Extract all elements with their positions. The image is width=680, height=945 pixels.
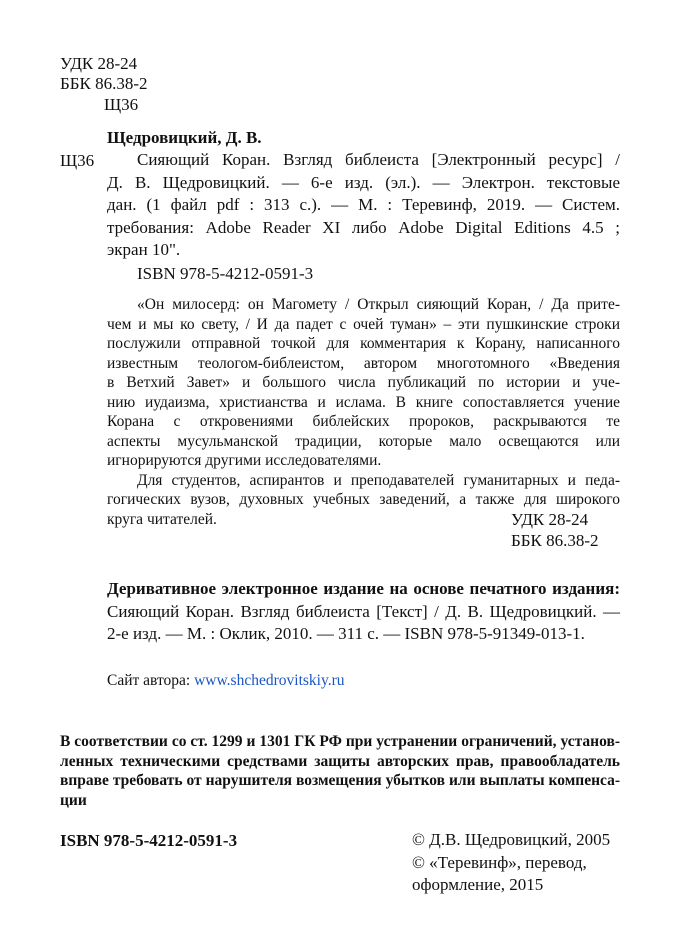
- legal-line: ленных техническими средствами защиты авторских прав, правообладатель: [60, 752, 620, 770]
- udk-bottom: УДК 28-24: [511, 510, 589, 529]
- annotation-line: «Он милосерд: он Магомету / Открыл сияющий Коран, / Да прите-: [137, 296, 620, 313]
- annotation-line: Корана с откровениями библейских пророков, раскрываются те: [107, 413, 620, 430]
- legal-notice: [60, 732, 620, 810]
- annotation-line: нию иудаизма, христианства и ислама. В книге сопоставляется учение: [107, 393, 620, 411]
- annotation-line: в Ветхий Завет» и большого числа публикаций по истории и уче-: [107, 374, 620, 391]
- bbk-top: ББК 86.38-2: [60, 74, 148, 93]
- description-line: дан. (1 файл pdf : 313 с.). — М. : Теревинф, 2019. — Систем.: [107, 195, 620, 214]
- annotation: [107, 295, 620, 529]
- copyright-line: © «Теревинф», перевод,: [412, 852, 587, 872]
- description-line: требования: Adobe Reader XI либо Adobe Digital Editions 4.5 ;: [107, 217, 620, 237]
- annotation-line: игнорируются другими исследователями.: [107, 452, 382, 469]
- author-site-label: Сайт автора:: [107, 672, 195, 689]
- copyright-block: [412, 829, 610, 897]
- author-heading: Щедровицкий, Д. В.: [107, 128, 262, 147]
- derivative-line: 2-е изд. — М. : Оклик, 2010. — 311 с. — ISBN 978-5-91349-013-1.: [107, 624, 585, 643]
- annotation-line: послужили отправной точкой для комментария к Корану, написанного: [107, 335, 620, 352]
- copyright-line: оформление, 2015: [412, 875, 544, 894]
- derivative-note: [107, 578, 620, 646]
- derivative-heading: Деривативное электронное издание на основе печатного издания:: [107, 579, 620, 598]
- annotation-line: аспекты мусульманской традиции, которые мало освещаются или: [107, 432, 620, 450]
- copyright-line: © Д.В. Щедровицкий, 2005: [412, 830, 611, 849]
- udk-top: УДК 28-24: [60, 54, 138, 73]
- description-line: Сияющий Коран. Взгляд библеиста [Электронный ресурс] /: [137, 150, 620, 169]
- annotation-line: чем и мы ко свету, / И да падет с очей туман» – эти пушкинские строки: [107, 315, 620, 333]
- bbk-bottom: ББК 86.38-2: [511, 531, 599, 550]
- annotation-line: круга читателей.: [107, 510, 217, 528]
- description-line: Д. В. Щедровицкий. — 6-е изд. (эл.). — Электрон. текстовые: [107, 172, 620, 192]
- author-mark-top: Щ36: [104, 95, 139, 114]
- author-site-link[interactable]: www.shchedrovitskiy.ru: [194, 672, 345, 689]
- side-author-mark: Щ36: [60, 151, 95, 170]
- legal-line: вправе требовать от нарушителя возмещения убытков или выплаты компенса-: [60, 772, 620, 789]
- annotation-line: Для студентов, аспирантов и преподавателей гуманитарных и педа-: [137, 471, 620, 489]
- annotation-line: известным теологом-библеистом, автором многотомного «Введения: [107, 354, 620, 372]
- legal-line: В соответствии со ст. 1299 и 1301 ГК РФ при устранении ограничений, установ-: [60, 733, 620, 750]
- derivative-line: Сияющий Коран. Взгляд библеиста [Текст] / Д. В. Щедровицкий. —: [107, 601, 620, 621]
- legal-line: ции: [60, 791, 87, 809]
- description-line: экран 10".: [107, 240, 181, 259]
- annotation-line: гогических вузов, духовных учебных заведений, а также для широкого: [107, 491, 620, 508]
- author-site: [107, 671, 345, 690]
- isbn-record: ISBN 978-5-4212-0591-3: [137, 264, 314, 283]
- bibliographic-description: [107, 149, 620, 262]
- footer-isbn: ISBN 978-5-4212-0591-3: [60, 831, 238, 850]
